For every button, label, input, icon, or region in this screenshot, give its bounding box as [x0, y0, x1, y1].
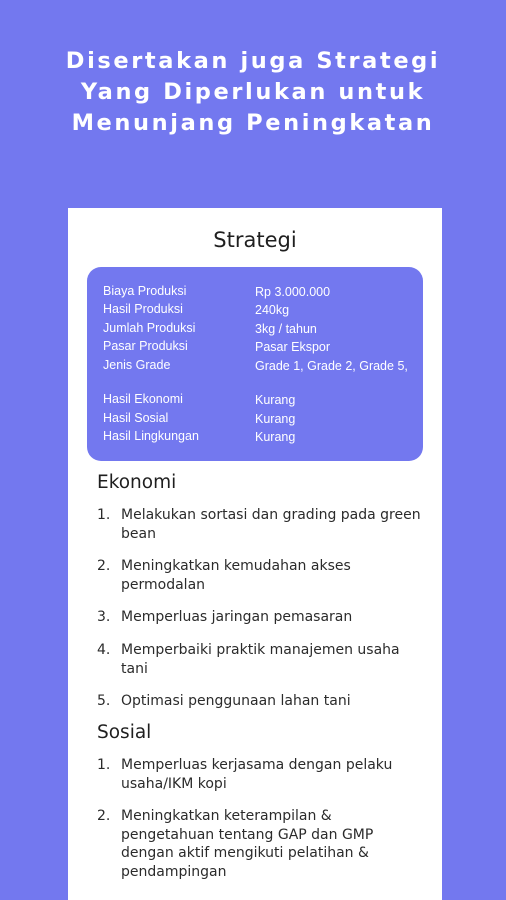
list-text: Meningkatkan keterampilan & pengetahuan tentang GAP dan GMP dengan aktif mengikuti pelatihan & pendampingan — [121, 808, 374, 880]
headline-line-1: Disertakan juga Strategi — [65, 48, 441, 74]
summary-box — [87, 267, 423, 461]
list-number: 1. — [97, 757, 111, 773]
summary-label: Jumlah Produksi — [103, 321, 196, 335]
summary-value: Pasar Ekspor — [255, 340, 331, 354]
card-title: Strategi — [213, 228, 297, 252]
summary-value: 240kg — [255, 303, 290, 317]
summary-value: Kurang — [255, 412, 296, 426]
list-number: 3. — [97, 609, 111, 625]
summary-value: Rp 3.000.000 — [255, 285, 331, 299]
summary-label: Jenis Grade — [103, 358, 171, 372]
list-text: Meningkatkan kemudahan akses permodalan — [121, 558, 351, 593]
list-text: Memperluas kerjasama dengan pelaku usaha/IKM kopi — [121, 757, 393, 792]
summary-value: Grade 1, Grade 2, Grade 5, — [255, 359, 408, 373]
list-text: Memperbaiki praktik manajemen usaha tani — [121, 642, 400, 677]
list-number: 2. — [97, 558, 111, 574]
summary-label: Pasar Produksi — [103, 339, 188, 353]
headline-line-3: Menunjang Peningkatan — [71, 110, 435, 136]
summary-label: Hasil Sosial — [103, 411, 169, 425]
section-title-sosial: Sosial — [97, 722, 152, 743]
list-text: Melakukan sortasi dan grading pada green bean — [121, 507, 421, 542]
summary-label: Biaya Produksi — [103, 284, 187, 298]
list-text: Optimasi penggunaan lahan tani — [121, 693, 351, 709]
headline — [0, 46, 506, 139]
list-number: 5. — [97, 693, 111, 709]
summary-value: 3kg / tahun — [255, 322, 317, 336]
summary-value: Kurang — [255, 393, 296, 407]
list-number: 4. — [97, 642, 111, 658]
summary-value: Kurang — [255, 430, 296, 444]
list-number: 2. — [97, 808, 111, 824]
list-number: 1. — [97, 507, 111, 523]
list-text: Memperluas jaringan pemasaran — [121, 609, 353, 625]
headline-line-2: Yang Diperlukan untuk — [80, 79, 426, 105]
summary-label: Hasil Lingkungan — [103, 429, 199, 443]
summary-label: Hasil Produksi — [103, 302, 183, 316]
summary-label: Hasil Ekonomi — [103, 392, 183, 406]
section-title-ekonomi: Ekonomi — [97, 472, 177, 493]
